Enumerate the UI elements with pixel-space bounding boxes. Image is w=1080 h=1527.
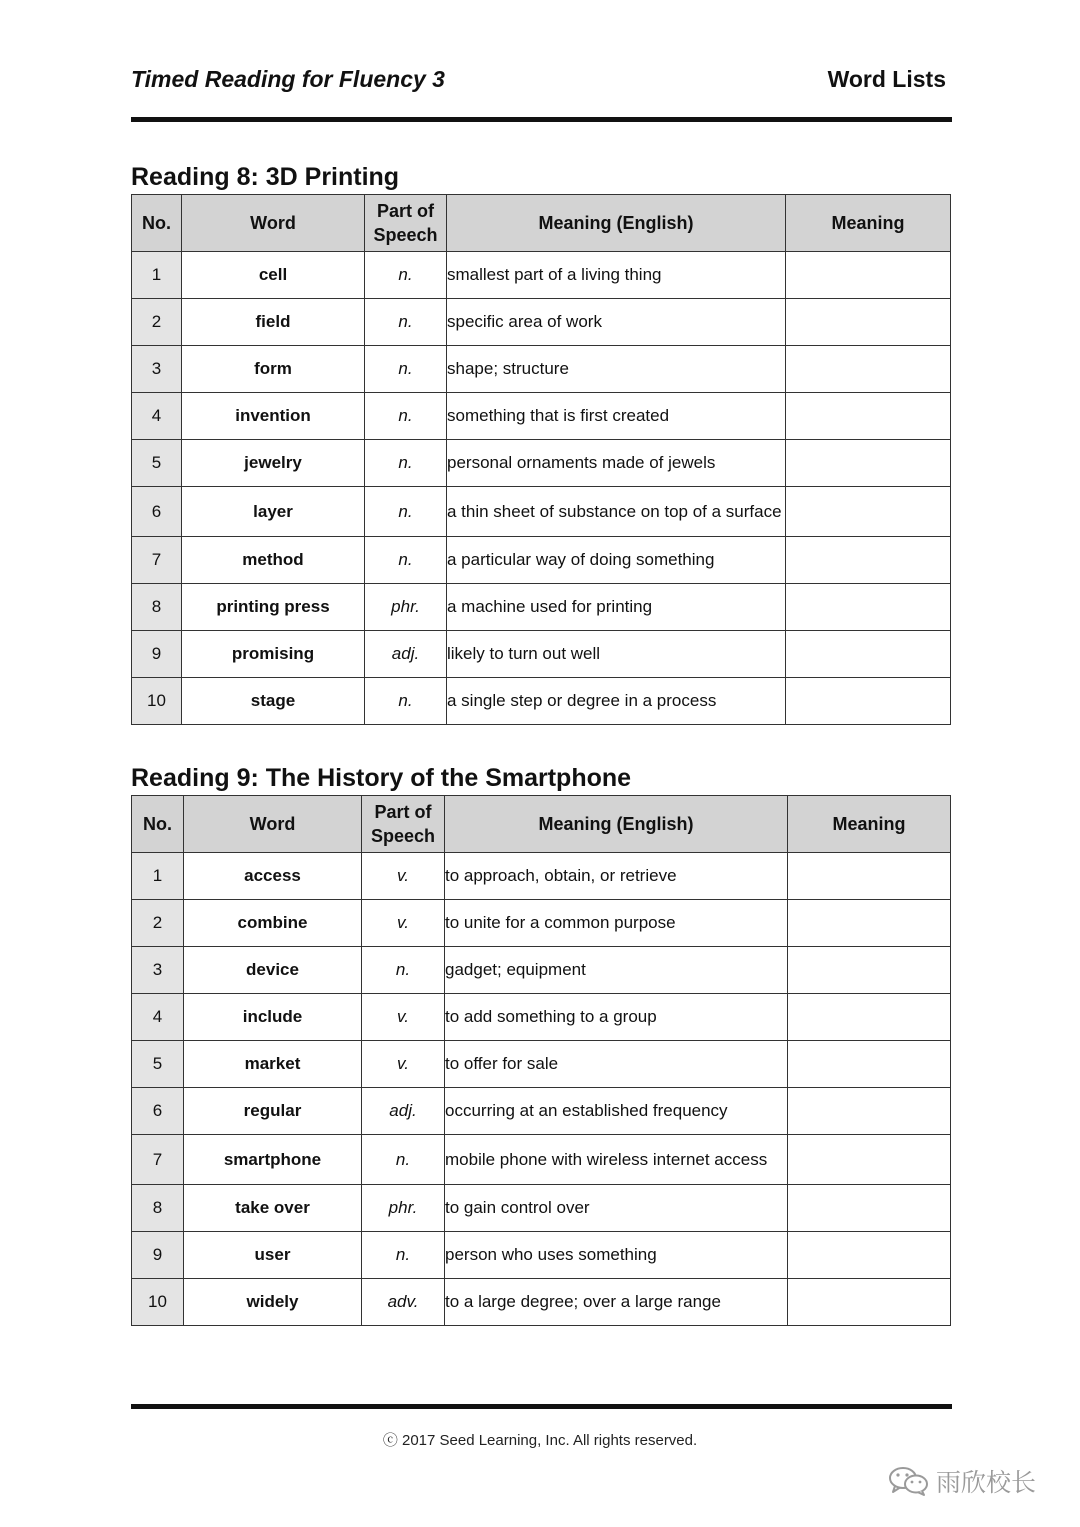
row-number: 5 [132,440,182,487]
meaning-blank-cell[interactable] [788,1041,951,1088]
meaning-blank-cell[interactable] [788,994,951,1041]
meaning-blank-cell[interactable] [786,299,951,346]
page-header [131,62,946,96]
row-number: 9 [132,631,182,678]
table-row [132,1088,951,1135]
col-header-word: Word [182,195,365,252]
meaning-english-cell: shape; structure [447,346,786,393]
meaning-english-cell: to offer for sale [445,1041,788,1088]
meaning-blank-cell[interactable] [786,487,951,537]
word-cell: take over [184,1185,362,1232]
row-number: 8 [132,1185,184,1232]
word-list-table-reading-9 [131,795,951,1326]
word-cell: layer [182,487,365,537]
footer-rule [131,1404,952,1409]
row-number: 10 [132,678,182,725]
part-of-speech-cell: n. [362,1232,445,1279]
meaning-blank-cell[interactable] [786,584,951,631]
table-row [132,947,951,994]
table-row [132,584,951,631]
word-cell: cell [182,252,365,299]
meaning-blank-cell[interactable] [788,1185,951,1232]
word-cell: method [182,537,365,584]
word-cell: form [182,346,365,393]
table-row [132,393,951,440]
meaning-english-cell: something that is first created [447,393,786,440]
col-header-meaning-english: Meaning (English) [445,796,788,853]
table-row [132,1232,951,1279]
watermark-text: 雨欣校长 [936,1468,1037,1497]
meaning-english-cell: likely to turn out well [447,631,786,678]
col-header-word: Word [184,796,362,853]
meaning-english-cell: occurring at an established frequency [445,1088,788,1135]
part-of-speech-cell: n. [362,947,445,994]
meaning-blank-cell[interactable] [788,900,951,947]
table-row [132,537,951,584]
table-header-row [132,796,951,853]
meaning-blank-cell[interactable] [786,440,951,487]
part-of-speech-cell: n. [365,252,447,299]
meaning-blank-cell[interactable] [786,346,951,393]
meaning-blank-cell[interactable] [788,947,951,994]
word-cell: field [182,299,365,346]
row-number: 3 [132,947,184,994]
col-header-meaning: Meaning [788,796,951,853]
meaning-english-cell: to approach, obtain, or retrieve [445,853,788,900]
row-number: 2 [132,900,184,947]
part-of-speech-cell: v. [362,900,445,947]
meaning-blank-cell[interactable] [786,252,951,299]
meaning-english-cell: mobile phone with wireless internet access [445,1135,788,1185]
table-row [132,346,951,393]
col-header-no: No. [132,195,182,252]
meaning-english-cell: a machine used for printing [447,584,786,631]
part-of-speech-cell: n. [365,440,447,487]
meaning-blank-cell[interactable] [786,631,951,678]
row-number: 7 [132,1135,184,1185]
col-header-no: No. [132,796,184,853]
table-row [132,440,951,487]
part-of-speech-cell: phr. [365,584,447,631]
book-title: Timed Reading for Fluency 3 [131,65,445,92]
row-number: 3 [132,346,182,393]
part-of-speech-cell: n. [365,393,447,440]
meaning-english-cell: smallest part of a living thing [447,252,786,299]
watermark [888,1462,1036,1500]
reading-9-title: Reading 9: The History of the Smartphone [131,764,632,792]
copyright-notice: ⓒ 2017 Seed Learning, Inc. All rights reserved. [382,1432,698,1449]
section-label: Word Lists [827,65,946,92]
meaning-english-cell: a particular way of doing something [447,537,786,584]
meaning-english-cell: to a large degree; over a large range [445,1279,788,1326]
meaning-blank-cell[interactable] [788,1088,951,1135]
word-cell: stage [182,678,365,725]
table-header-row [132,195,951,252]
row-number: 1 [132,252,182,299]
part-of-speech-cell: phr. [362,1185,445,1232]
table-row [132,900,951,947]
word-cell: invention [182,393,365,440]
meaning-blank-cell[interactable] [788,853,951,900]
meaning-blank-cell[interactable] [786,678,951,725]
row-number: 7 [132,537,182,584]
row-number: 4 [132,994,184,1041]
part-of-speech-cell: n. [365,299,447,346]
part-of-speech-cell: adv. [362,1279,445,1326]
row-number: 10 [132,1279,184,1326]
wechat-icon [888,1465,930,1497]
row-number: 5 [132,1041,184,1088]
word-cell: regular [184,1088,362,1135]
col-header-part-of-speech: Part of Speech [362,796,445,853]
reading-8-title: Reading 8: 3D Printing [131,163,400,191]
part-of-speech-cell: v. [362,994,445,1041]
table-row [132,678,951,725]
table-row [132,1279,951,1326]
word-cell: jewelry [182,440,365,487]
meaning-blank-cell[interactable] [786,537,951,584]
meaning-english-cell: personal ornaments made of jewels [447,440,786,487]
word-cell: market [184,1041,362,1088]
table-row [132,994,951,1041]
table-row [132,631,951,678]
part-of-speech-cell: n. [365,537,447,584]
part-of-speech-cell: n. [365,346,447,393]
row-number: 9 [132,1232,184,1279]
part-of-speech-cell: n. [365,487,447,537]
word-cell: printing press [182,584,365,631]
word-list-table-reading-8 [131,194,951,725]
part-of-speech-cell: n. [365,678,447,725]
col-header-part-of-speech: Part of Speech [365,195,447,252]
table-row [132,252,951,299]
table-row [132,853,951,900]
table-row [132,487,951,537]
word-cell: access [184,853,362,900]
word-cell: promising [182,631,365,678]
word-cell: combine [184,900,362,947]
part-of-speech-cell: v. [362,853,445,900]
word-cell: widely [184,1279,362,1326]
part-of-speech-cell: adj. [365,631,447,678]
word-cell: smartphone [184,1135,362,1185]
meaning-blank-cell[interactable] [788,1135,951,1185]
col-header-meaning-english: Meaning (English) [447,195,786,252]
meaning-english-cell: to unite for a common purpose [445,900,788,947]
meaning-english-cell: to add something to a group [445,994,788,1041]
word-cell: user [184,1232,362,1279]
meaning-blank-cell[interactable] [786,393,951,440]
part-of-speech-cell: adj. [362,1088,445,1135]
row-number: 2 [132,299,182,346]
word-cell: device [184,947,362,994]
col-header-meaning: Meaning [786,195,951,252]
meaning-english-cell: a thin sheet of substance on top of a surface [447,487,786,537]
row-number: 6 [132,487,182,537]
meaning-english-cell: specific area of work [447,299,786,346]
meaning-english-cell: to gain control over [445,1185,788,1232]
row-number: 4 [132,393,182,440]
table-row [132,1135,951,1185]
meaning-blank-cell[interactable] [788,1232,951,1279]
table-row [132,1041,951,1088]
word-cell: include [184,994,362,1041]
meaning-english-cell: a single step or degree in a process [447,678,786,725]
header-rule [131,117,952,122]
meaning-english-cell: gadget; equipment [445,947,788,994]
table-row [132,1185,951,1232]
row-number: 1 [132,853,184,900]
meaning-english-cell: person who uses something [445,1232,788,1279]
table-row [132,299,951,346]
row-number: 8 [132,584,182,631]
row-number: 6 [132,1088,184,1135]
meaning-blank-cell[interactable] [788,1279,951,1326]
part-of-speech-cell: n. [362,1135,445,1185]
part-of-speech-cell: v. [362,1041,445,1088]
